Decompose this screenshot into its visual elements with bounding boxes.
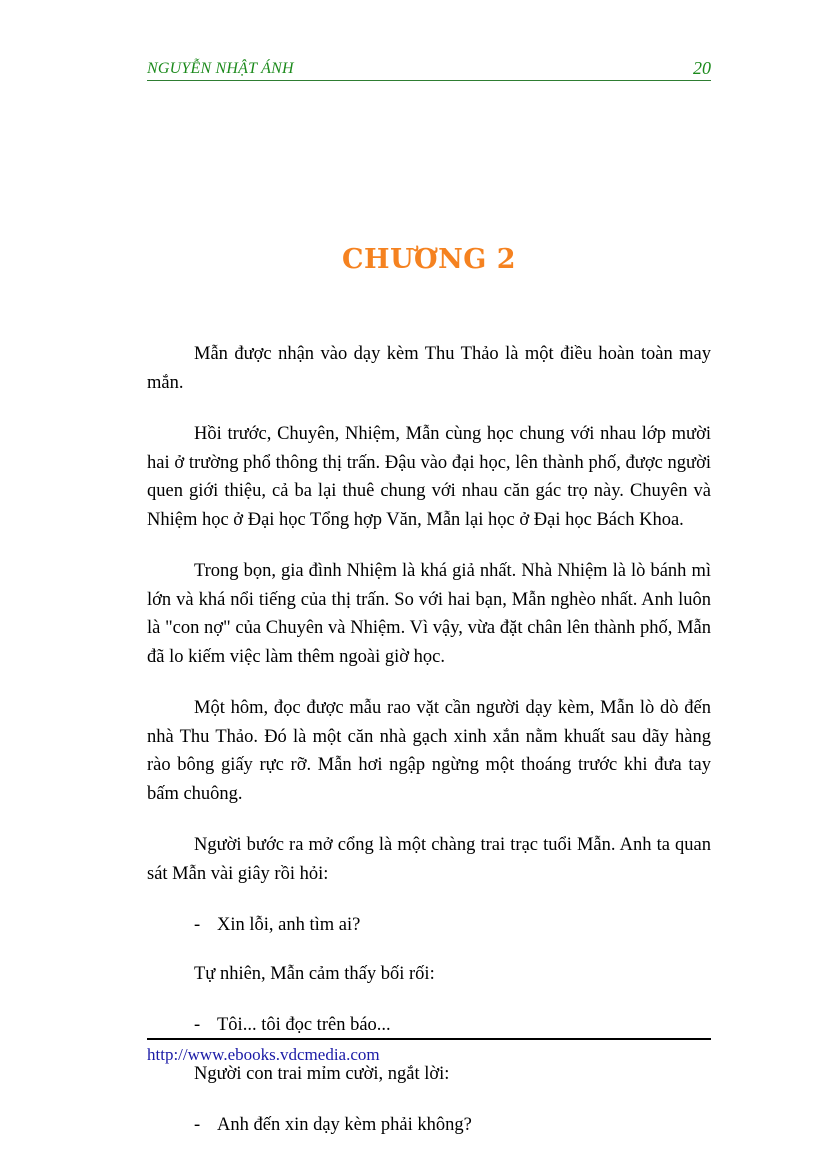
footer-website-link[interactable]: http://www.ebooks.vdcmedia.com [147, 1045, 380, 1064]
dialogue-dash: - [194, 915, 201, 935]
chapter-title: CHƯƠNG 2 [342, 244, 516, 275]
paragraph-1: Mẫn được nhận vào dạy kèm Thu Thảo là một điều hoàn toàn may mắn. [147, 344, 711, 393]
narration-2: Người con trai mỉm cười, ngắt lời: [194, 1063, 450, 1084]
chapter-body [147, 340, 711, 1160]
paragraph-4: Một hôm, đọc được mẫu rao vặt cần người dạy kèm, Mẫn lò dò đến nhà Thu Thảo. Đó là một căn nhà gạch xinh xắn nằm khuất sau dãy hàng rào bông giấy rực rỡ. Mẫn hơi ngập ngừng một thoáng trước khi đưa tay bấm chuông. [147, 698, 711, 804]
dialogue-line-2 [147, 1011, 711, 1040]
paragraph-3: Trong bọn, gia đình Nhiệm là khá giả nhất. Nhà Nhiệm là lò bánh mì lớn và khá nổi tiếng của thị trấn. So với hai bạn, Mẫn nghèo nhất. Anh luôn là "con nợ" của Chuyên và Nhiệm. Vì vậy, vừa đặt chân lên thành phố, Mẫn đã lo kiếm việc làm thêm ngoài giờ học. [147, 561, 711, 667]
paragraph-5: Người bước ra mở cổng là một chàng trai trạc tuổi Mẫn. Anh ta quan sát Mẫn vài giây rồi hỏi: [147, 835, 711, 884]
dialogue-dash: - [194, 1015, 201, 1035]
dialogue-text: Tôi... tôi đọc trên báo... [217, 1015, 391, 1035]
header-page-number: 20 [693, 58, 711, 78]
dialogue-text: Xin lỗi, anh tìm ai? [217, 915, 361, 935]
header-author: NGUYỄN NHẬT ÁNH [147, 60, 294, 77]
dialogue-text: Anh đến xin dạy kèm phải không? [217, 1115, 472, 1135]
footer-divider [147, 1038, 711, 1040]
page-header [147, 58, 711, 81]
dialogue-dash: - [194, 1115, 201, 1135]
dialogue-line-1 [147, 911, 711, 940]
narration-1: Tự nhiên, Mẫn cảm thấy bối rối: [194, 963, 435, 984]
dialogue-line-3 [147, 1111, 711, 1140]
paragraph-2: Hồi trước, Chuyên, Nhiệm, Mẫn cùng học chung với nhau lớp mười hai ở trường phổ thông thị trấn. Đậu vào đại học, lên thành phố, được người quen giới thiệu, cả ba lại thuê chung với nhau căn gác trọ này. Chuyên và Nhiệm học ở Đại học Tổng hợp Văn, Mẫn lại học ở Đại học Bách Khoa. [147, 424, 711, 530]
